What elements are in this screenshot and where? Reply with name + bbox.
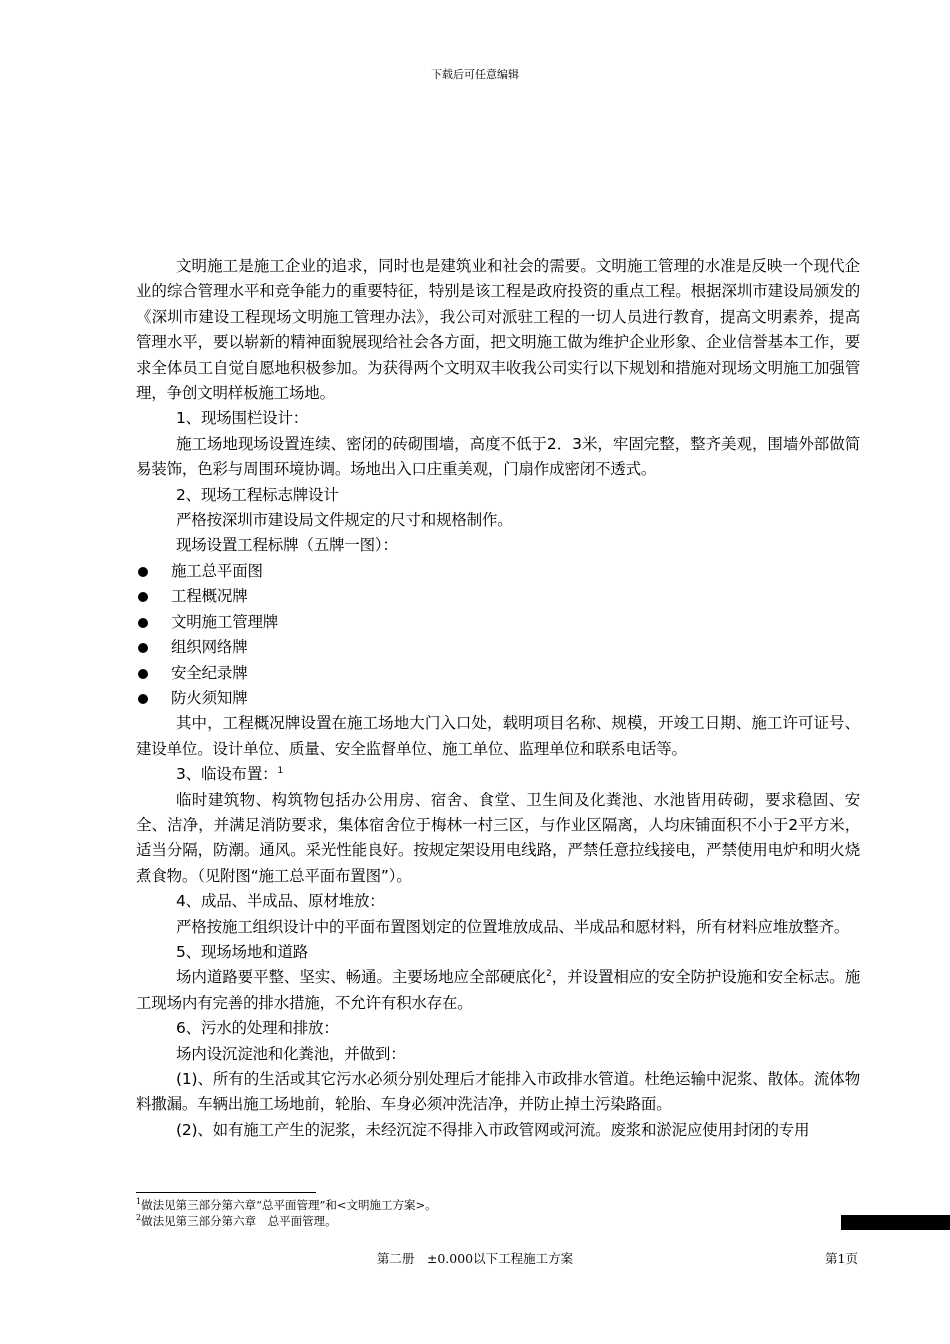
footnote-1 (136, 1197, 836, 1213)
section-4-heading: 4、成品、半成品、原材堆放： (176, 892, 385, 911)
page-header: 下载后可任意编辑 (431, 68, 519, 81)
section-3-heading (136, 762, 860, 787)
bullet-icon (138, 618, 148, 628)
section-5-text-a: 场内道路要平整、坚实、畅通。主要场地应全部硬底化 (176, 968, 547, 987)
section-6-item-2: (2)、如有施工产生的泥浆，未经沉淀不得排入市政管网或河流。废浆和淤泥应使用封闭的专用 (176, 1120, 810, 1139)
section-6-heading: 6、污水的处理和排放： (176, 1019, 339, 1038)
list-item (136, 661, 860, 686)
redaction-bar (841, 1215, 950, 1230)
section-1-heading: 1、现场围栏设计： (176, 409, 309, 428)
intro-paragraph: 文明施工是施工企业的追求，同时也是建筑业和社会的需要。文明施工管理的水准是反映一个现代企业的综合管理水平和竞争能力的重要特征，特别是该工程是政府投资的重点工程。根据深圳市建设局颁发的《深圳市建设工程现场文明施工管理办法》，我公司对派驻工程的一切人员进行教育，提高文明素养，提高管理水平，要以崭新的精神面貌展现给社会各方面，把文明施工做为维护企业形象、企业信誉基本工作，要求全体员工自觉自愿地积极参加。为获得两个文明双丰收我公司实行以下规划和措施对现场文明施工加强管理，争创文明样板施工场地。 (136, 257, 860, 403)
section-6-paragraph: 场内设沉淀池和化粪池，并做到： (176, 1044, 406, 1063)
list-item (136, 559, 860, 584)
section-2-paragraph-2: 现场设置工程标牌（五牌一图）： (176, 536, 398, 555)
page-number: 第1页 (825, 1251, 858, 1266)
section-2-paragraph-3: 其中，工程概况牌设置在施工场地大门入口处，载明项目名称、规模，开竣工日期、施工许可证号、建设单位。设计单位、质量、安全监督单位、施工单位、监理单位和联系电话等。 (136, 714, 860, 758)
list-item-label: 施工总平面图 (171, 561, 263, 580)
list-item-label: 组织网络牌 (171, 638, 248, 657)
bullet-icon (138, 567, 148, 577)
bullet-icon (138, 694, 148, 704)
footnote-2-number: 2 (136, 1213, 142, 1223)
footnote-2-text: 做法见第三部分第六章 总平面管理。 (141, 1214, 337, 1228)
list-item-label: 文明施工管理牌 (171, 612, 279, 631)
section-3-paragraph: 临时建筑物、构筑物包括办公用房、宿舍、食堂、卫生间及化粪池、水池皆用砖砌，要求稳固、安全、洁净，并满足消防要求，集体宿舍位于梅林一村三区，与作业区隔离，人均床铺面积不小于2平方米，适当分隔，防潮。通风。采光性能良好。按规定架设用电线路，严禁任意拉线接电，严禁使用电炉和明火烧煮食物。（见附图“施工总平面布置图”）。 (136, 790, 860, 885)
list-item-label: 防火须知牌 (171, 688, 248, 707)
section-5-paragraph (136, 965, 860, 1016)
list-item (136, 584, 860, 609)
footnote-divider (136, 1192, 316, 1193)
section-2-heading: 2、现场工程标志牌设计 (176, 485, 339, 504)
list-item (136, 686, 860, 711)
bullet-icon (138, 592, 148, 602)
section-4-paragraph: 严格按施工组织设计中的平面布置图划定的位置堆放成品、半成品和愿材料，所有材料应堆放整齐。 (176, 917, 850, 936)
footnote-ref-2[interactable]: 2 (546, 969, 552, 980)
section-6-item-1: (1)、所有的生活或其它污水必须分别处理后才能排入市政排水管道。杜绝运输中泥浆、散体。流体物料撒漏。车辆出施工场地前，轮胎、车身必须冲洗洁净，并防止掉土污染路面。 (136, 1070, 860, 1114)
page-footer (0, 1249, 950, 1269)
list-item-label: 工程概况牌 (171, 587, 248, 606)
document-body (136, 254, 860, 1143)
bullet-icon (138, 669, 148, 679)
footnote-1-text: 做法见第三部分第六章“总平面管理”和<文明施工方案>。 (141, 1198, 437, 1212)
footnote-2 (136, 1213, 836, 1229)
footnote-ref-1[interactable]: 1 (277, 765, 283, 776)
bullet-icon (138, 643, 148, 653)
section-5-heading: 5、现场场地和道路 (176, 942, 309, 961)
list-item-label: 安全纪录牌 (171, 663, 248, 682)
footnote-1-number: 1 (136, 1197, 142, 1207)
section-1-paragraph: 施工场地现场设置连续、密闭的砖砌围墙，高度不低于2．3米，牢固完整，整齐美观，围墙外部做简易装饰，色彩与周围环境协调。场地出入口庄重美观，门扇作成密闭不透式。 (136, 434, 860, 479)
list-item (136, 610, 860, 635)
footer-title: 第二册 ±0.000以下工程施工方案 (376, 1251, 574, 1266)
section-3-heading-text: 3、临设布置： (176, 765, 278, 784)
section-2-paragraph-1: 严格按深圳市建设局文件规定的尺寸和规格制作。 (176, 511, 513, 530)
section-5-text-b: ，并设置相应的安全防护设施和安全标志。施工现场内有完善的排水措施，不允许有积水存在。 (136, 968, 860, 1012)
list-item (136, 635, 860, 660)
footnotes (136, 1197, 836, 1229)
